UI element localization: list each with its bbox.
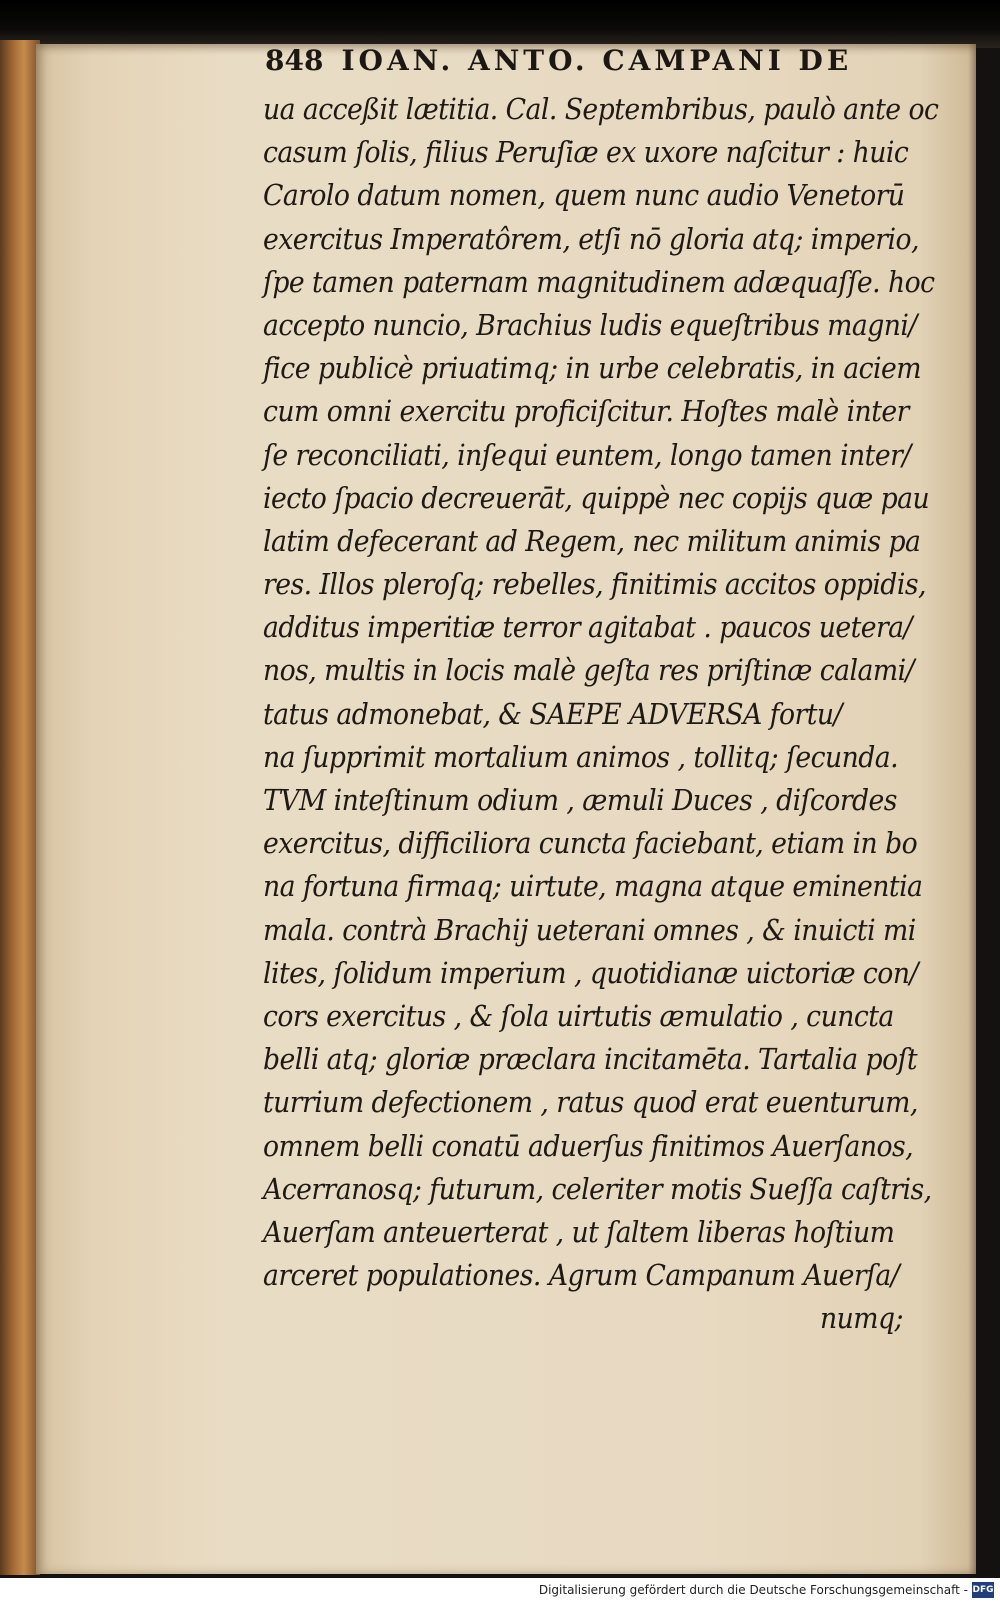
text-line: cors exercitus , & ſola uirtutis æmulatio , cuncta bbox=[263, 998, 894, 1033]
body-text bbox=[263, 88, 939, 1340]
text-line: mala. contrà Brachij ueterani omnes , & inuicti mi bbox=[263, 912, 916, 947]
text-line: exercitus Imperatôrem, etſi nō gloria atq; imperio, bbox=[263, 221, 919, 256]
text-line: belli atq; gloriæ præclara incitamēta. Tartalia poſt bbox=[263, 1042, 918, 1077]
text-line: Auerſam anteuerterat , ut ſaltem liberas hoſtium bbox=[263, 1214, 895, 1249]
dfg-logo-icon: DFG bbox=[972, 1582, 994, 1598]
book-binding-edge bbox=[0, 40, 40, 1575]
text-line: omnem belli conatū aduerſus finitimos Auerſanos, bbox=[263, 1128, 914, 1163]
text-line: arceret populationes. Agrum Campanum Auerſa/ bbox=[263, 1258, 900, 1293]
scan-top-border bbox=[0, 0, 1000, 48]
text-line: exercitus, difficiliora cuncta faciebant, etiam in bo bbox=[263, 826, 918, 861]
page-edge-shadow bbox=[968, 44, 976, 1574]
text-line: additus imperitiæ terror agitabat . paucos uetera/ bbox=[263, 610, 912, 645]
running-title: IOAN. ANTO. CAMPANI DE bbox=[341, 44, 853, 77]
text-line: Acerranosq; futurum, celeriter motis Sueſſa caſtris, bbox=[263, 1171, 932, 1206]
running-header bbox=[265, 44, 852, 77]
text-line: na fortuna firmaq; uirtute, magna atque eminentia bbox=[263, 869, 923, 904]
text-line: res. Illos pleroſq; rebelles, finitimis accitos oppidis, bbox=[263, 567, 926, 602]
digitization-footer bbox=[0, 1578, 1000, 1605]
text-line: ſe reconciliati, inſequi euntem, longo tamen inter/ bbox=[263, 437, 911, 472]
page-number: 848 bbox=[265, 44, 324, 77]
text-line: nos, multis in locis malè geſta res priſtinæ calami/ bbox=[263, 653, 915, 688]
text-line: na ſupprimit mortalium animos , tollitq; ſecunda. bbox=[263, 739, 899, 774]
text-line: accepto nuncio, Brachius ludis equeſtribus magni/ bbox=[263, 307, 917, 342]
text-line: ua acceßit lætitia. Cal. Septembribus, paulò ante oc bbox=[263, 92, 939, 126]
text-line: tatus admonebat, & SAEPE ADVERSA fortu/ bbox=[263, 696, 842, 731]
catchword: numq; bbox=[820, 1301, 903, 1336]
text-line: fice publicè priuatimq; in urbe celebratis, in aciem bbox=[263, 351, 921, 386]
text-line: ſpe tamen paternam magnitudinem adæquaſſe. hoc bbox=[263, 264, 935, 299]
text-line: latim defecerant ad Regem, nec militum animis pa bbox=[263, 523, 921, 558]
text-line: Carolo datum nomen, quem nunc audio Venetorū bbox=[263, 178, 905, 213]
text-line: TVM inteſtinum odium , æmuli Duces , diſcordes bbox=[263, 783, 897, 817]
text-line: cum omni exercitu proficiſcitur. Hoſtes malè inter bbox=[263, 394, 909, 429]
funding-credit: Digitalisierung gefördert durch die Deutsche Forschungsgemeinschaft - bbox=[538, 1583, 968, 1597]
text-line: iecto ſpacio decreuerāt, quippè nec copijs quæ pau bbox=[263, 480, 930, 515]
text-line: lites, ſolidum imperium , quotidianæ uictoriæ con/ bbox=[263, 955, 918, 990]
text-line: casum ſolis, filius Peruſiæ ex uxore naſcitur : huic bbox=[263, 135, 909, 170]
text-line: turrium defectionem , ratus quod erat euenturum, bbox=[263, 1085, 918, 1120]
